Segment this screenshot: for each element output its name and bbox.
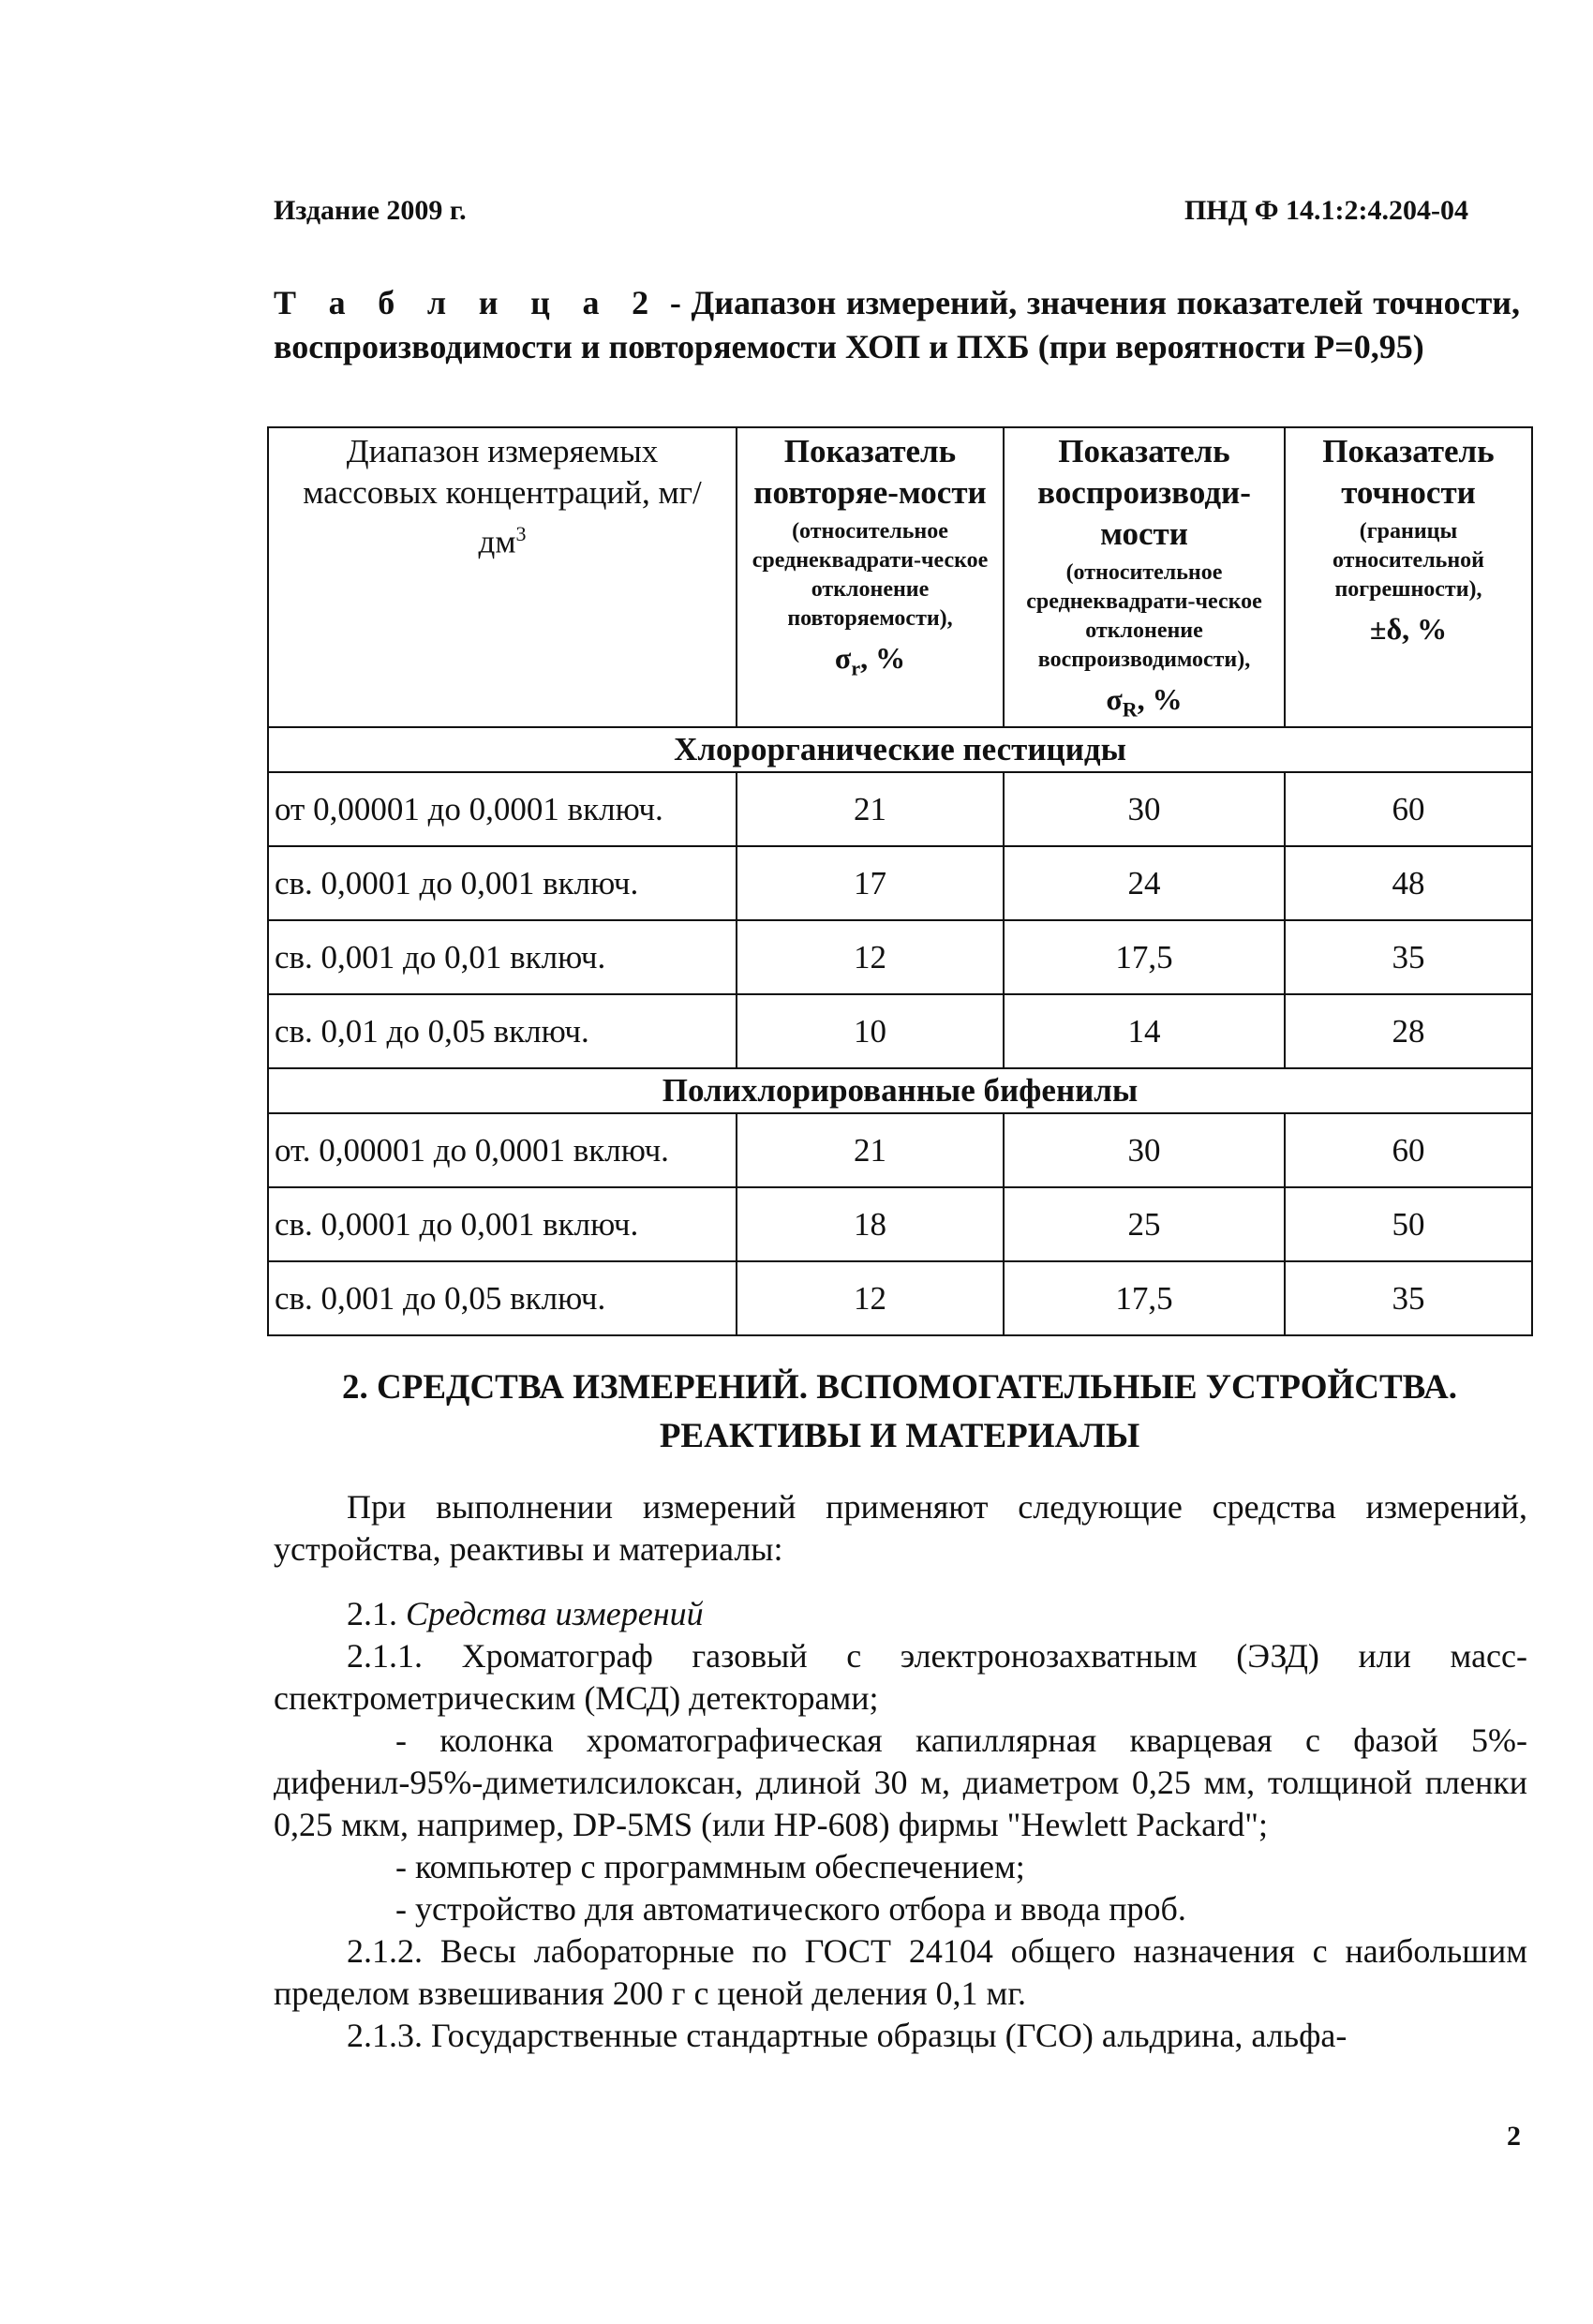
bullet-autosampler: - устройство для автоматического отбора и ввода проб. [395, 1890, 1186, 1928]
header-repeatability-note: (относительное среднеквадрати-ческое отклонение повторяемости), [752, 519, 989, 631]
table-row [268, 920, 1532, 994]
accuracy-cell: 28 [1285, 994, 1532, 1068]
section-title: Полихлорированные бифенилы [268, 1068, 1532, 1113]
header-repeatability-symbol [737, 641, 1003, 680]
reproducibility-cell: 17,5 [1004, 1261, 1285, 1335]
range-cell: св. 0,0001 до 0,001 включ. [268, 1187, 737, 1261]
repeatability-cell: 21 [737, 772, 1004, 846]
reproducibility-cell: 14 [1004, 994, 1285, 1068]
sigma-subscript: R [1122, 697, 1138, 722]
repeatability-cell: 21 [737, 1113, 1004, 1187]
accuracy-cell: 35 [1285, 1261, 1532, 1335]
range-cell: от. 0,00001 до 0,0001 включ. [268, 1113, 737, 1187]
section-title: Хлорорганические пестициды [268, 727, 1532, 772]
reproducibility-cell: 30 [1004, 772, 1285, 846]
repeatability-cell: 12 [737, 1261, 1004, 1335]
range-cell: св. 0,001 до 0,05 включ. [268, 1261, 737, 1335]
repeatability-cell: 10 [737, 994, 1004, 1068]
section-heading [272, 1363, 1527, 1461]
range-cell: от 0,00001 до 0,0001 включ. [268, 772, 737, 846]
paragraph-2-1-2: 2.1.2. Весы лабораторные по ГОСТ 24104 общего назначения с наибольшим пределом взвешивания 200 г с ценой деления 0,1 мг. [274, 1932, 1527, 2012]
table-row [268, 1113, 1532, 1187]
table-row [268, 772, 1532, 846]
repeatability-cell: 12 [737, 920, 1004, 994]
subsection-heading [347, 1593, 704, 1635]
table-caption-label: Т а б л и ц а 2 [274, 284, 661, 321]
document-code: ПНД Ф 14.1:2:4.204-04 [1184, 195, 1468, 226]
paragraph-2-1-3: 2.1.3. Государственные стандартные образцы (ГСО) альдрина, альфа- [347, 2017, 1347, 2054]
header-reproducibility-symbol [1005, 682, 1284, 722]
symbol-unit: , % [1137, 682, 1183, 716]
repeatability-cell: 18 [737, 1187, 1004, 1261]
subsection-number: 2.1. [347, 1595, 397, 1632]
header-accuracy-symbol: ±δ, % [1369, 612, 1448, 646]
bullet-computer: - компьютер с программным обеспечением; [395, 1848, 1025, 1885]
repeatability-cell: 17 [737, 846, 1004, 920]
table-row [268, 994, 1532, 1068]
header-range-unit-sup: 3 [515, 522, 527, 545]
reproducibility-cell: 30 [1004, 1113, 1285, 1187]
edition-label: Издание 2009 г. [274, 195, 467, 226]
page-number: 2 [1507, 2121, 1521, 2152]
header-reproducibility [1004, 427, 1285, 727]
header-accuracy-title: Показатель точности [1322, 433, 1495, 511]
accuracy-cell: 48 [1285, 846, 1532, 920]
table-row [268, 1261, 1532, 1335]
bullet-column: - колонка хроматографическая капиллярная кварцевая с фазой 5%-дифенил-95%-диметилсилоксан, длиной 30 м, диаметром 0,25 мм, толщиной пленки 0,25 мкм, например, DP-5MS (или HP-608) фирмы "Hewlett Packard"; [274, 1721, 1527, 1843]
accuracy-cell: 50 [1285, 1187, 1532, 1261]
header-reproducibility-title: Показатель воспроизводи-мости [1037, 433, 1251, 552]
section-heading-line1: 2. СРЕДСТВА ИЗМЕРЕНИЙ. ВСПОМОГАТЕЛЬНЫЕ УСТРОЙСТВА. [342, 1368, 1457, 1407]
symbol-unit: , % [860, 641, 906, 675]
range-cell: св. 0,001 до 0,01 включ. [268, 920, 737, 994]
table-row [268, 1187, 1532, 1261]
paragraph-2-1-1: 2.1.1. Хроматограф газовый с электронозахватным (ЭЗД) или масс-спектрометрическим (МСД) детекторами; [274, 1637, 1527, 1717]
intro-paragraph: При выполнении измерений применяют следующие средства измерений, устройства, реактивы и материалы: [274, 1488, 1527, 1568]
header-reproducibility-note: (относительное среднеквадрати-ческое отклонение воспроизводимости), [1026, 560, 1262, 672]
reproducibility-cell: 25 [1004, 1187, 1285, 1261]
accuracy-cell: 60 [1285, 772, 1532, 846]
header-repeatability [737, 427, 1004, 727]
sigma-subscript: r [851, 656, 861, 680]
section-heading-line2: РЕАКТИВЫ И МАТЕРИАЛЫ [659, 1417, 1140, 1455]
sigma-symbol: σ [1106, 682, 1123, 716]
accuracy-cell: 60 [1285, 1113, 1532, 1187]
header-range [268, 427, 737, 727]
table-caption-text: - Диапазон измерений, значения показателей точности, воспроизводимости и повторяемости ХОП и ПХБ (при вероятности Р=0,95) [274, 284, 1520, 365]
table-row [268, 846, 1532, 920]
range-cell: св. 0,01 до 0,05 включ. [268, 994, 737, 1068]
range-cell: св. 0,0001 до 0,001 включ. [268, 846, 737, 920]
accuracy-cell: 35 [1285, 920, 1532, 994]
header-accuracy-note: (границы относительной погрешности), [1332, 519, 1485, 602]
subsection-title: Средства измерений [406, 1595, 704, 1632]
precision-table [267, 426, 1533, 1336]
header-range-label: Диапазон измеряемых массовых концентраций, мг/дм [303, 433, 702, 560]
reproducibility-cell: 24 [1004, 846, 1285, 920]
header-accuracy [1285, 427, 1532, 727]
sigma-symbol: σ [834, 641, 852, 675]
reproducibility-cell: 17,5 [1004, 920, 1285, 994]
header-repeatability-title: Показатель повторяе-мости [753, 433, 987, 511]
table-caption [274, 281, 1520, 369]
